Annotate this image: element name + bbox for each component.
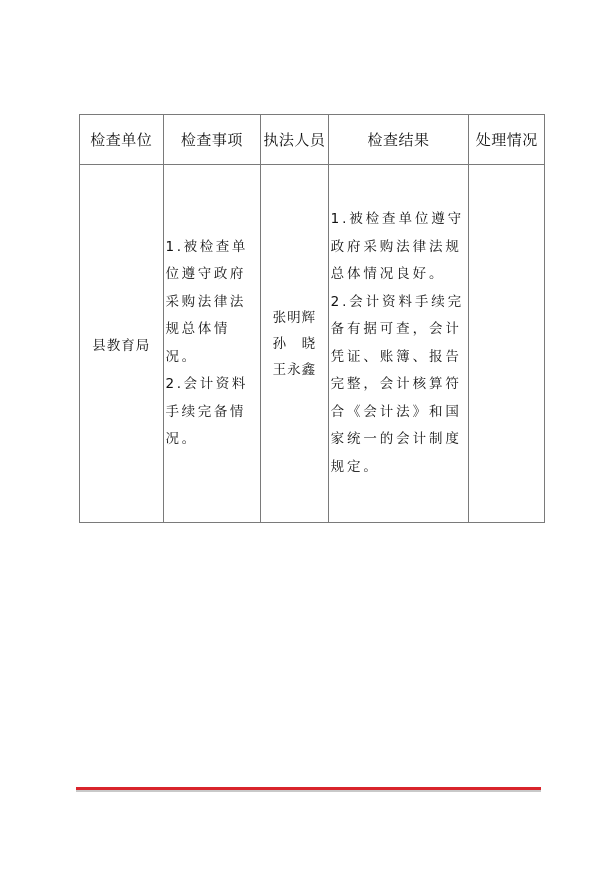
header-law-enforcement-staff: 执法人员	[261, 115, 328, 165]
cell-inspection-items	[163, 165, 261, 523]
header-inspected-unit: 检查单位	[80, 115, 164, 165]
cell-inspection-result	[328, 165, 469, 523]
header-inspection-items: 检查事项	[163, 115, 261, 165]
table-header-row	[80, 115, 545, 165]
inspected-unit-text: 县教育局	[92, 337, 151, 354]
cell-inspected-unit	[80, 165, 164, 523]
divider-shadow	[76, 790, 541, 792]
staff-name: 孙 晓	[272, 335, 317, 352]
staff-name: 张明辉	[272, 309, 317, 326]
header-handling-status: 处理情况	[469, 115, 545, 165]
header-inspection-result: 检查结果	[328, 115, 469, 165]
inspection-result-item: 1.被检查单位遵守政府采购法律法规总体情况良好。	[330, 211, 465, 282]
table-row	[80, 165, 545, 523]
cell-handling-status	[469, 165, 545, 523]
inspection-item: 1.被检查单位遵守政府采购法律法规总体情况。	[165, 238, 249, 365]
inspection-table	[79, 114, 545, 523]
staff-name: 王永鑫	[272, 361, 317, 378]
cell-law-enforcement-staff	[261, 165, 328, 523]
inspection-item: 2.会计资料手续完备情况。	[165, 376, 249, 447]
inspection-result-item: 2.会计资料手续完备有据可查，会计凭证、账簿、报告完整，会计核算符合《会计法》和国家统一的会计制度规定。	[330, 293, 465, 475]
